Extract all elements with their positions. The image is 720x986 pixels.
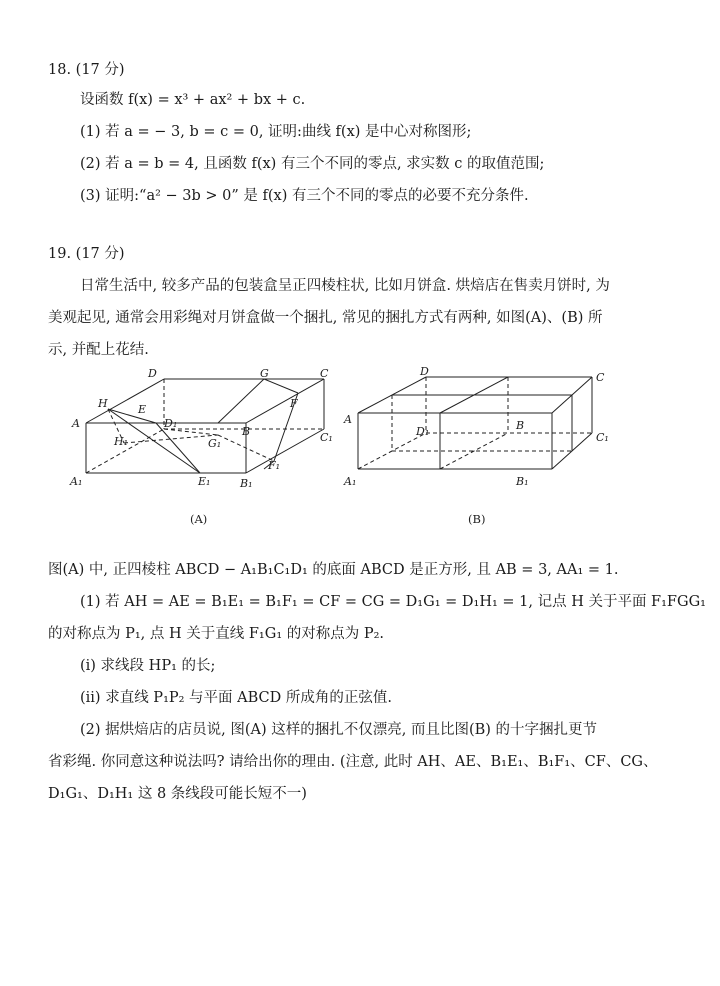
fig-b-label-C1: C₁ [596,431,609,444]
q18-stem: 设函数 f(x) = x³ + ax² + bx + c. [80,92,306,108]
fig-a-caption: (A) [190,512,208,526]
fig-a-edge [246,429,324,473]
fig-a-rope [108,409,156,423]
fig-b-label-C: C [596,371,605,384]
q19-intro-line2: 美观起见, 通常会用彩绳对月饼盒做一个捆扎, 常见的捆扎方式有两种, 如图(A)、(B) 所 [48,310,603,326]
fig-b-label-A: A [344,413,352,426]
q18-part3: (3) 证明:“a² − 3b > 0” 是 f(x) 有三个不同的零点的必要不充分条件. [80,188,529,204]
fig-a-rope [264,379,298,393]
prism-figures [68,365,668,535]
fig-b-label-A1: A₁ [344,475,357,488]
fig-a-label-D1: D₁ [164,417,178,430]
q19-given: 图(A) 中, 正四棱柱 ABCD − A₁B₁C₁D₁ 的底面 ABCD 是正方形, 且 AB = 3, AA₁ = 1. [48,562,619,578]
fig-a-label-E1: E₁ [198,475,211,488]
q19-part1-i: (ⅰ) 求线段 HP₁ 的长; [80,658,216,674]
fig-a-label-D: D [148,367,157,380]
fig-a-label-C: C [320,367,329,380]
q19-title: 19. (17 分) [48,246,125,262]
fig-b-label-B1: B₁ [516,475,529,488]
q19-intro-line1: 日常生活中, 较多产品的包装盒呈正四棱柱状, 比如月饼盒. 烘焙店在售卖月饼时, 为 [80,278,610,294]
fig-a-label-E: E [138,403,147,416]
q18-part2: (2) 若 a = b = 4, 且函数 f(x) 有三个不同的零点, 求实数 c 的取值范围; [80,156,545,172]
q19-part1-line2: 的对称点为 P₁, 点 H 关于直线 F₁G₁ 的对称点为 P₂. [48,626,385,642]
q18-title: 18. (17 分) [48,62,125,78]
fig-a-label-F1: F₁ [268,459,281,472]
fig-b-label-B: B [516,419,525,432]
q18-part1: (1) 若 a = − 3, b = c = 0, 证明:曲线 f(x) 是中心对称图形; [80,124,472,140]
prism-figures-svg [68,365,668,535]
q19-part1-line1: (1) 若 AH = AE = B₁E₁ = B₁F₁ = CF = CG = D₁G₁ = D₁H₁ = 1, 记点 H 关于平面 F₁FGG₁ [80,594,706,610]
fig-a-label-G: G [260,367,269,380]
q19-part1-ii: (ⅱ) 求直线 P₁P₂ 与平面 ABCD 所成角的正弦值. [80,690,392,706]
fig-b-caption: (B) [468,512,486,526]
q19-part2-line1: (2) 据烘焙店的店员说, 图(A) 这样的捆扎不仅漂亮, 而且比图(B) 的十字捆扎更节 [80,722,598,738]
fig-b-label-D: D [420,365,429,378]
q19-intro-line3: 示, 并配上花结. [48,342,149,358]
q19-part2-line3: D₁G₁、D₁H₁ 这 8 条线段可能长短不一) [48,786,307,802]
fig-a-label-H: H [98,397,108,410]
fig-a-label-A1: A₁ [70,475,83,488]
fig-a-label-C1: C₁ [320,431,333,444]
q19-part2-line2: 省彩绳. 你同意这种说法吗? 请给出你的理由. (注意, 此时 AH、AE、B₁E₁、B₁F₁、CF、CG、 [48,754,658,770]
fig-b-label-D1: D₁ [416,425,430,438]
fig-a-label-F: F [290,397,298,410]
fig-a-hidden-rope [124,435,218,443]
fig-a-label-H1: H₁ [114,435,129,448]
fig-a-label-B1: B₁ [240,477,253,490]
fig-a-label-G1: G₁ [208,437,222,450]
fig-a-label-A: A [72,417,80,430]
fig-a-label-B: B [242,425,251,438]
